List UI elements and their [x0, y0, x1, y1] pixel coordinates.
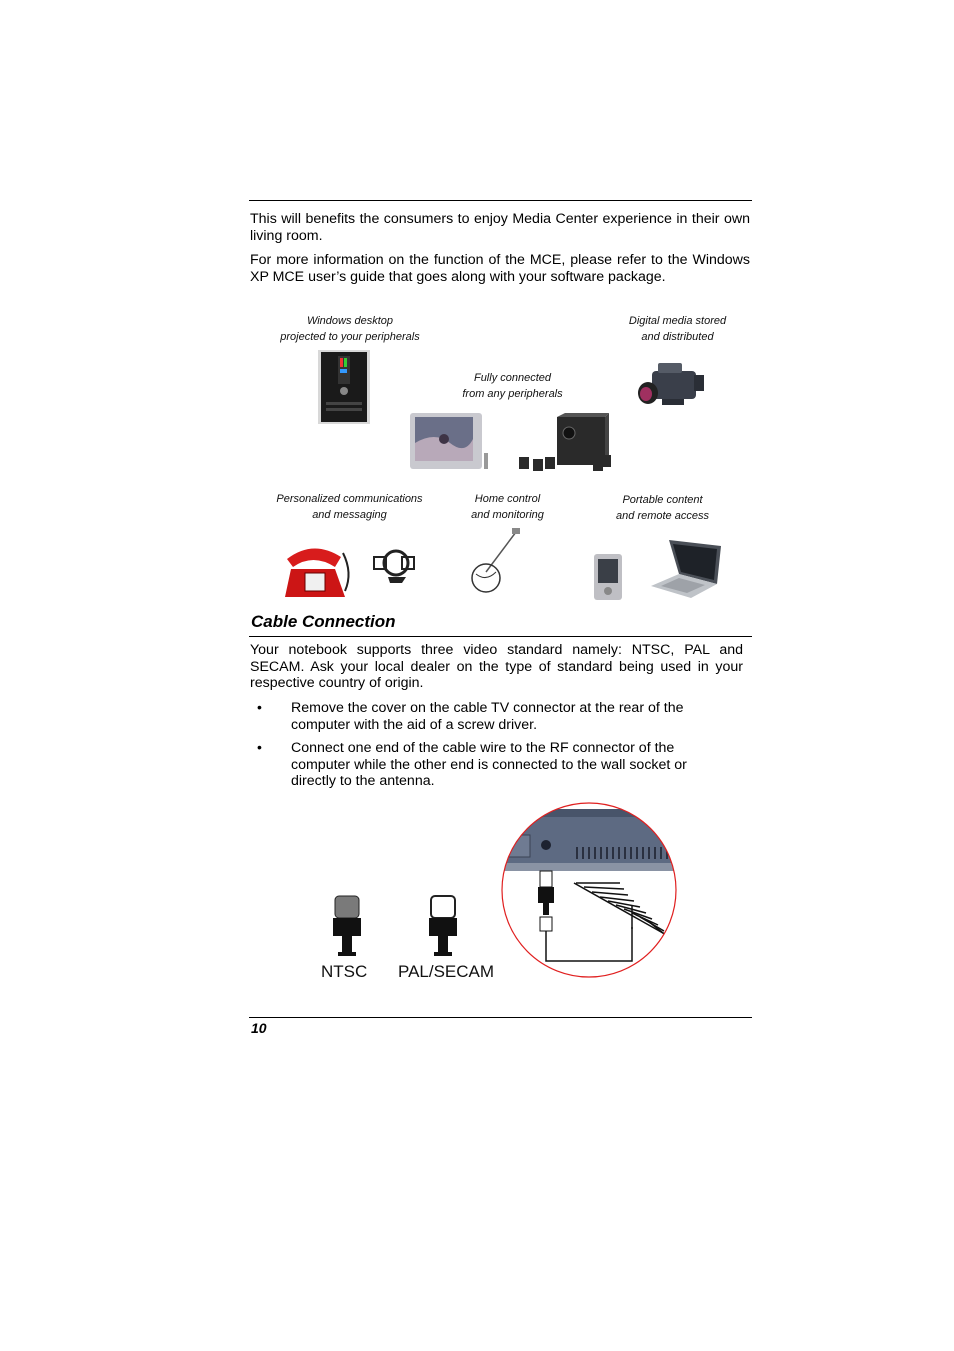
heading-rule [249, 636, 752, 637]
bullet-marker: • [257, 699, 262, 715]
media-center-pc-icon [318, 350, 370, 424]
pal-secam-label: PAL/SECAM [398, 962, 495, 981]
pal-secam-connector-icon [429, 896, 457, 958]
top-rule [249, 200, 752, 201]
camcorder-icon [638, 363, 706, 413]
ntsc-connector-icon [333, 896, 361, 958]
paragraph-video-standards: Your notebook supports three video standard namely: NTSC, PAL and SECAM. Ask your local dealer on the type of standard being used in your respective country of origin. [250, 642, 743, 692]
section-heading: Cable Connection [251, 612, 396, 631]
home-control-icon [468, 526, 524, 594]
page-number: 10 [251, 1020, 267, 1036]
webcam-icon [372, 547, 416, 585]
caption-windows-desktop: Windows desktop projected to your peripherals [280, 315, 420, 343]
bullet-item: Remove the cover on the cable TV connector at the rear of the computer with the aid of a screw driver. [291, 700, 684, 733]
footer-rule [249, 1017, 752, 1018]
caption-communications: Personalized communications and messaging [276, 493, 423, 521]
ntsc-label: NTSC [321, 962, 368, 981]
caption-home-control: Home control and monitoring [471, 493, 544, 521]
rf-connection-closeup [500, 801, 680, 981]
paragraph-more-info: For more information on the function of the MCE, please refer to the Windows XP MCE user’s guide that goes along with your software package. [250, 252, 750, 285]
caption-portable-content: Portable content and remote access [616, 494, 709, 522]
paragraph-benefits: This will benefits the consumers to enjoy Media Center experience in their own living room. [250, 211, 750, 244]
bullet-item: Connect one end of the cable wire to the RF connector of the computer while the other end is connected to the wall socket or directly to the antenna. [291, 740, 687, 790]
bullet-marker: • [257, 739, 262, 755]
caption-digital-media: Digital media stored and distributed [628, 315, 727, 343]
laptop-icon [651, 538, 723, 600]
pda-icon [594, 554, 622, 600]
caption-fully-connected: Fully connected from any peripherals [462, 372, 563, 400]
speaker-system-icon [517, 413, 613, 473]
television-icon [410, 413, 490, 471]
telephone-icon [285, 543, 355, 599]
